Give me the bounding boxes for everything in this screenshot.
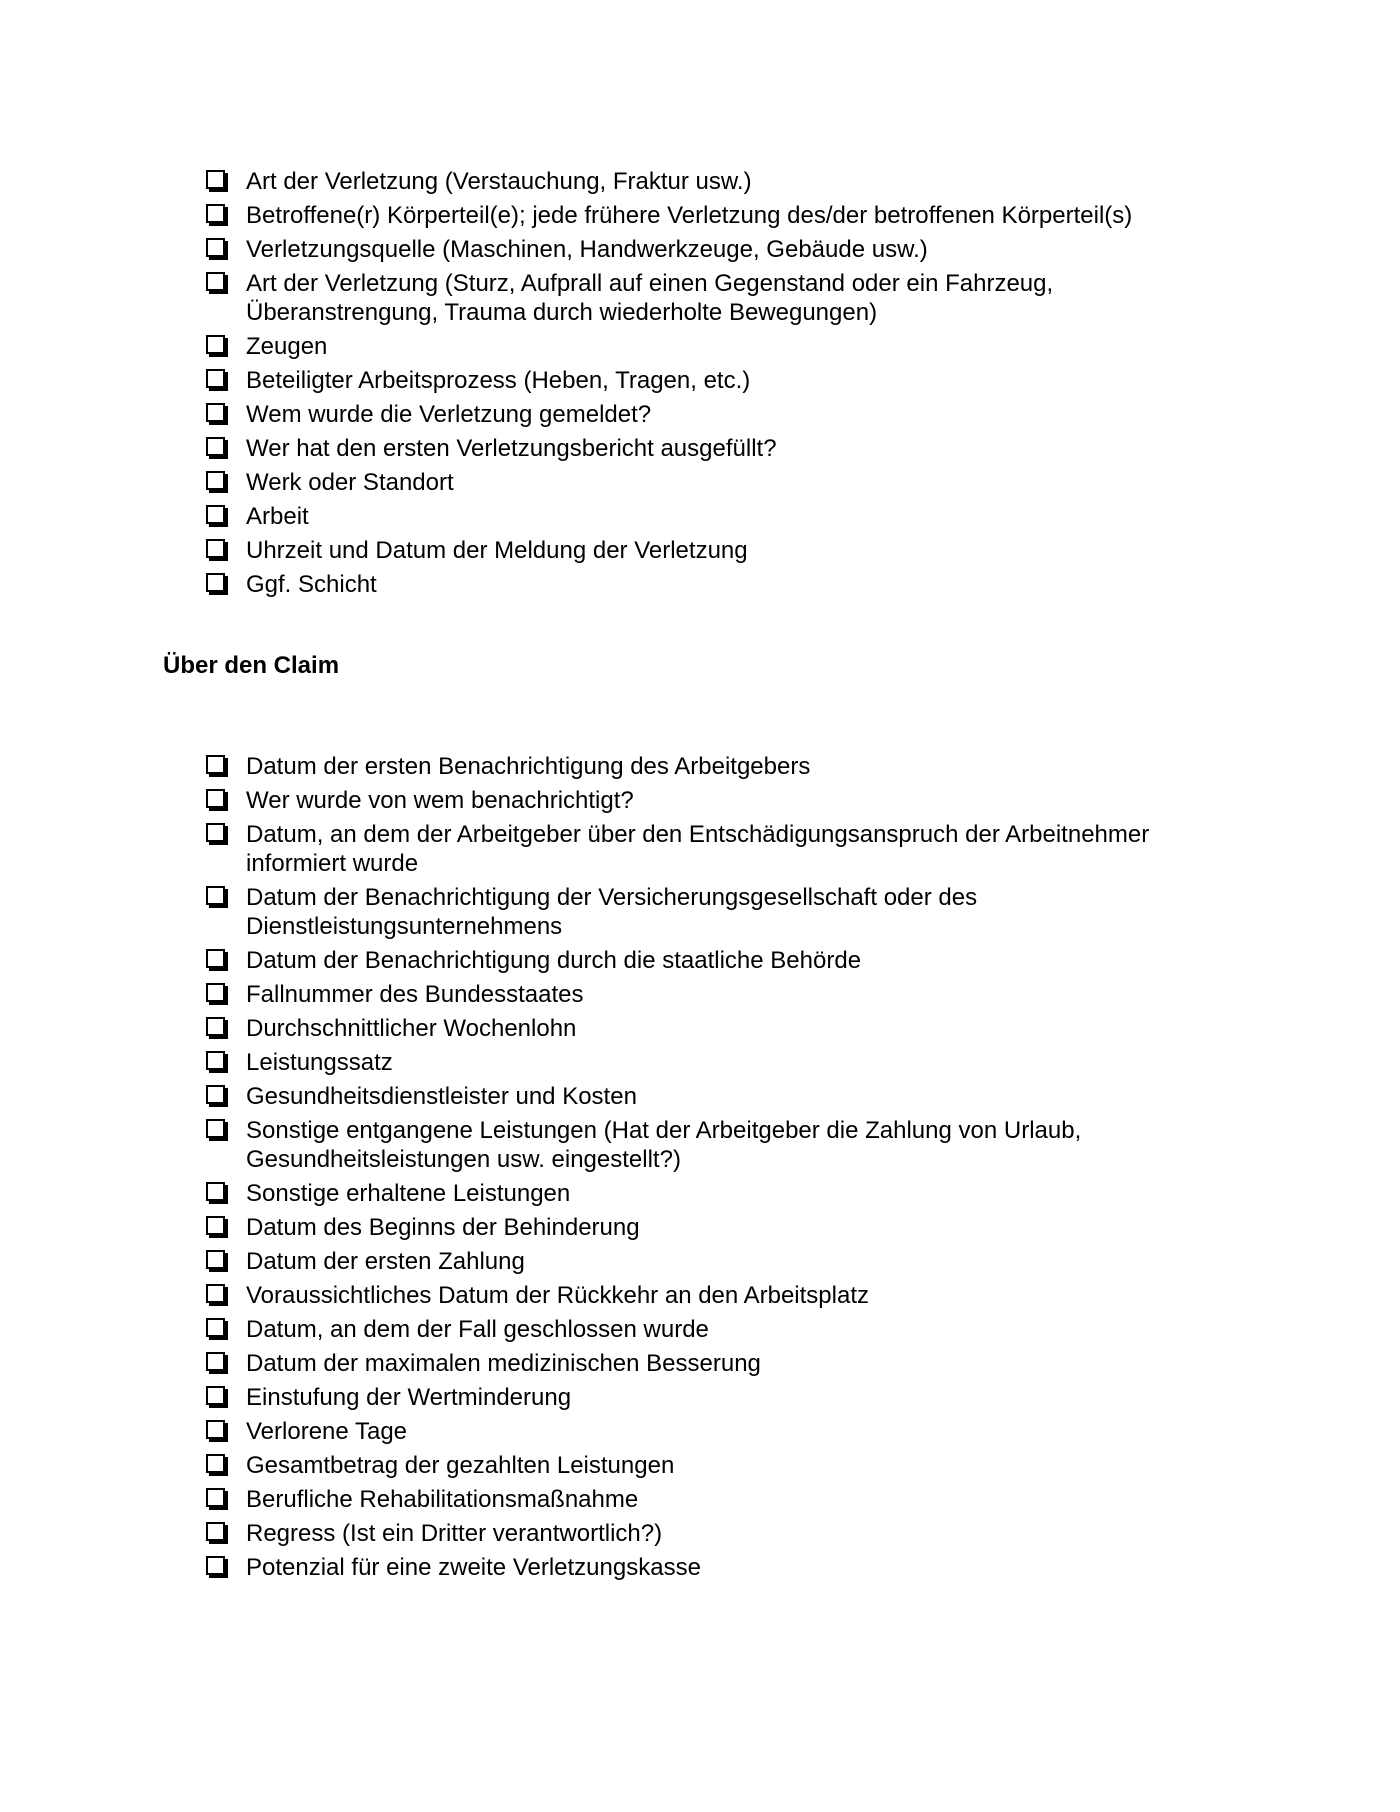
checklist-item-label: Fallnummer des Bundesstaates <box>246 981 584 1008</box>
checklist-item <box>206 468 1206 497</box>
checklist-item-label: Datum, an dem der Arbeitgeber über den Entschädigungsanspruch der Arbeitnehmer informiert wurde <box>246 821 1150 877</box>
checklist-item-label: Zeugen <box>246 333 328 360</box>
checklist-item-label: Berufliche Rehabilitationsmaßnahme <box>246 1486 639 1513</box>
checklist-item <box>206 1247 1206 1276</box>
checklist-item <box>206 883 1206 941</box>
checklist-item <box>206 752 1206 781</box>
checklist-item-label: Datum der ersten Zahlung <box>246 1248 525 1275</box>
checkbox-icon[interactable] <box>206 1182 225 1201</box>
checkbox-icon[interactable] <box>206 403 225 422</box>
checklist-item <box>206 1014 1206 1043</box>
checkbox-icon[interactable] <box>206 1522 225 1541</box>
checklist-item <box>206 980 1206 1009</box>
checkbox-icon[interactable] <box>206 505 225 524</box>
checklist-item <box>206 1179 1206 1208</box>
checkbox-icon[interactable] <box>206 272 225 291</box>
checkbox-icon[interactable] <box>206 755 225 774</box>
checklist-item-label: Einstufung der Wertminderung <box>246 1384 572 1411</box>
checkbox-icon[interactable] <box>206 1085 225 1104</box>
checkbox-icon[interactable] <box>206 238 225 257</box>
checklist-item-label: Verlorene Tage <box>246 1418 408 1445</box>
claim-section-heading: Über den Claim <box>163 652 340 679</box>
checklist-item-label: Werk oder Standort <box>246 469 454 496</box>
checkbox-icon[interactable] <box>206 1386 225 1405</box>
checkbox-icon[interactable] <box>206 1284 225 1303</box>
checkbox-icon[interactable] <box>206 1250 225 1269</box>
checkbox-icon[interactable] <box>206 204 225 223</box>
checklist-item <box>206 167 1206 196</box>
checkbox-icon[interactable] <box>206 1119 225 1138</box>
checklist-item <box>206 1383 1206 1412</box>
checklist-item-label: Gesundheitsdienstleister und Kosten <box>246 1083 637 1110</box>
checkbox-icon[interactable] <box>206 949 225 968</box>
checklist-item <box>206 1553 1206 1582</box>
checklist-item-label: Ggf. Schicht <box>246 571 377 598</box>
checkbox-icon[interactable] <box>206 1051 225 1070</box>
checkbox-icon[interactable] <box>206 789 225 808</box>
checklist-item <box>206 570 1206 599</box>
checklist-item <box>206 1281 1206 1310</box>
checklist-item-label: Betroffene(r) Körperteil(e); jede frühere Verletzung des/der betroffenen Körperteil(s) <box>246 202 1133 229</box>
checklist-item <box>206 1315 1206 1344</box>
checklist-item <box>206 1213 1206 1242</box>
claim-checklist <box>206 752 1206 1582</box>
checklist-item-label: Beteiligter Arbeitsprozess (Heben, Tragen, etc.) <box>246 367 751 394</box>
checkbox-icon[interactable] <box>206 170 225 189</box>
checklist-item <box>206 1048 1206 1077</box>
checkbox-icon[interactable] <box>206 1318 225 1337</box>
checklist-item <box>206 1417 1206 1446</box>
checklist-item <box>206 269 1206 327</box>
checklist-item-label: Gesamtbetrag der gezahlten Leistungen <box>246 1452 675 1479</box>
checkbox-icon[interactable] <box>206 1352 225 1371</box>
checkbox-icon[interactable] <box>206 1017 225 1036</box>
checkbox-icon[interactable] <box>206 573 225 592</box>
checklist-item <box>206 1485 1206 1514</box>
checklist-item-label: Arbeit <box>246 503 309 530</box>
checklist-item <box>206 502 1206 531</box>
checklist-item <box>206 1349 1206 1378</box>
checklist-item-label: Art der Verletzung (Sturz, Aufprall auf einen Gegenstand oder ein Fahrzeug, Überanstrengung, Trauma durch wiederholte Bewegungen) <box>246 270 1054 326</box>
checklist-item-label: Datum der ersten Benachrichtigung des Arbeitgebers <box>246 753 811 780</box>
checklist-item-label: Art der Verletzung (Verstauchung, Fraktur usw.) <box>246 168 752 195</box>
checklist-item-label: Datum, an dem der Fall geschlossen wurde <box>246 1316 709 1343</box>
checklist-item-label: Uhrzeit und Datum der Meldung der Verletzung <box>246 537 748 564</box>
checkbox-icon[interactable] <box>206 1420 225 1439</box>
injury-checklist <box>206 167 1206 599</box>
checklist-item-label: Wem wurde die Verletzung gemeldet? <box>246 401 652 428</box>
checkbox-icon[interactable] <box>206 1488 225 1507</box>
checklist-item <box>206 434 1206 463</box>
checklist-item-label: Datum der Benachrichtigung der Versicherungsgesellschaft oder des Dienstleistungsunternehmens <box>246 884 978 940</box>
checklist-item <box>206 1519 1206 1548</box>
checklist-item-label: Voraussichtliches Datum der Rückkehr an den Arbeitsplatz <box>246 1282 869 1309</box>
checkbox-icon[interactable] <box>206 1556 225 1575</box>
checkbox-icon[interactable] <box>206 437 225 456</box>
checklist-item-label: Datum des Beginns der Behinderung <box>246 1214 640 1241</box>
checkbox-icon[interactable] <box>206 886 225 905</box>
checkbox-icon[interactable] <box>206 369 225 388</box>
checklist-item-label: Durchschnittlicher Wochenlohn <box>246 1015 577 1042</box>
checklist-item <box>206 1451 1206 1480</box>
checklist-item-label: Verletzungsquelle (Maschinen, Handwerkzeuge, Gebäude usw.) <box>246 236 928 263</box>
checklist-item-label: Wer hat den ersten Verletzungsbericht ausgefüllt? <box>246 435 777 462</box>
checklist-item-label: Sonstige entgangene Leistungen (Hat der Arbeitgeber die Zahlung von Urlaub, Gesundheitsleistungen usw. eingestellt?) <box>246 1117 1082 1173</box>
checklist-item-label: Potenzial für eine zweite Verletzungskasse <box>246 1554 701 1581</box>
checkbox-icon[interactable] <box>206 1454 225 1473</box>
checklist-item <box>206 1116 1206 1174</box>
checkbox-icon[interactable] <box>206 539 225 558</box>
checklist-item-label: Datum der maximalen medizinischen Besserung <box>246 1350 761 1377</box>
checkbox-icon[interactable] <box>206 823 225 842</box>
checklist-item-label: Wer wurde von wem benachrichtigt? <box>246 787 634 814</box>
checklist-item-label: Datum der Benachrichtigung durch die staatliche Behörde <box>246 947 862 974</box>
checklist-item <box>206 820 1206 878</box>
checklist-item <box>206 786 1206 815</box>
checkbox-icon[interactable] <box>206 335 225 354</box>
checklist-item <box>206 332 1206 361</box>
checklist-item-label: Regress (Ist ein Dritter verantwortlich?) <box>246 1520 663 1547</box>
checklist-item <box>206 235 1206 264</box>
checkbox-icon[interactable] <box>206 983 225 1002</box>
checklist-item-label: Sonstige erhaltene Leistungen <box>246 1180 571 1207</box>
checklist-item <box>206 400 1206 429</box>
checklist-item <box>206 536 1206 565</box>
checklist-item-label: Leistungssatz <box>246 1049 393 1076</box>
checklist-item <box>206 366 1206 395</box>
checklist-item <box>206 201 1206 230</box>
checklist-item <box>206 946 1206 975</box>
checkbox-icon[interactable] <box>206 471 225 490</box>
checkbox-icon[interactable] <box>206 1216 225 1235</box>
checklist-item <box>206 1082 1206 1111</box>
